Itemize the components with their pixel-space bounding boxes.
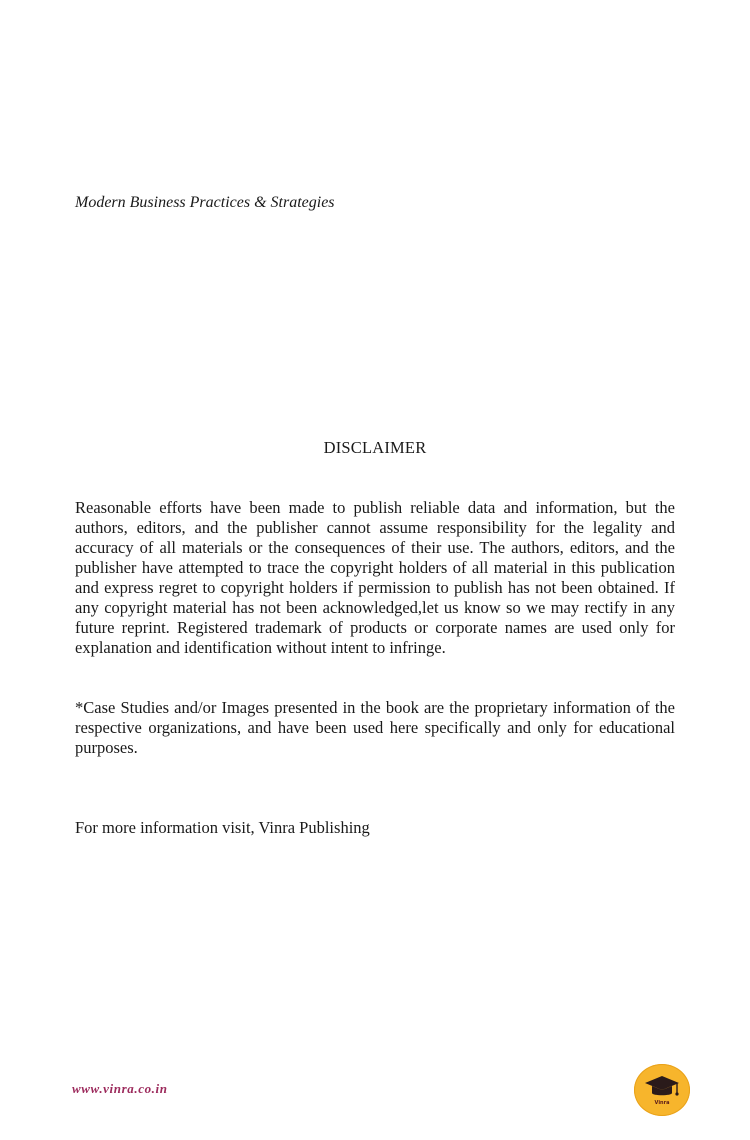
logo-wordmark: Vinra bbox=[654, 1100, 670, 1106]
more-info-line: For more information visit, Vinra Publishing bbox=[75, 818, 370, 837]
footer-website-link[interactable]: www.vinra.co.in bbox=[72, 1081, 168, 1096]
publisher-logo bbox=[634, 1064, 690, 1116]
book-title: Modern Business Practices & Strategies bbox=[75, 194, 335, 211]
disclaimer-paragraph: Reasonable efforts have been made to publish reliable data and information, but the authors, editors, and the publisher cannot assume responsibility for the legality and accuracy of all materials or the consequences of their use. The authors, editors, and the publisher have attempted to trace the copyright holders of all material in this publication and express regret to copyright holders if permission to publish has not been obtained. If any copyright material has not been acknowledged,let us know so we may rectify in any future reprint. Registered trademark of products or corporate names are used only for explanation and identification without intent to infringe. bbox=[75, 498, 675, 657]
graduation-cap-icon bbox=[643, 1073, 681, 1101]
disclaimer-heading: DISCLAIMER bbox=[323, 438, 427, 457]
case-studies-note: *Case Studies and/or Images presented in the book are the proprietary information of the respective organizations, and have been used here specifically and only for educational purposes. bbox=[75, 698, 675, 757]
